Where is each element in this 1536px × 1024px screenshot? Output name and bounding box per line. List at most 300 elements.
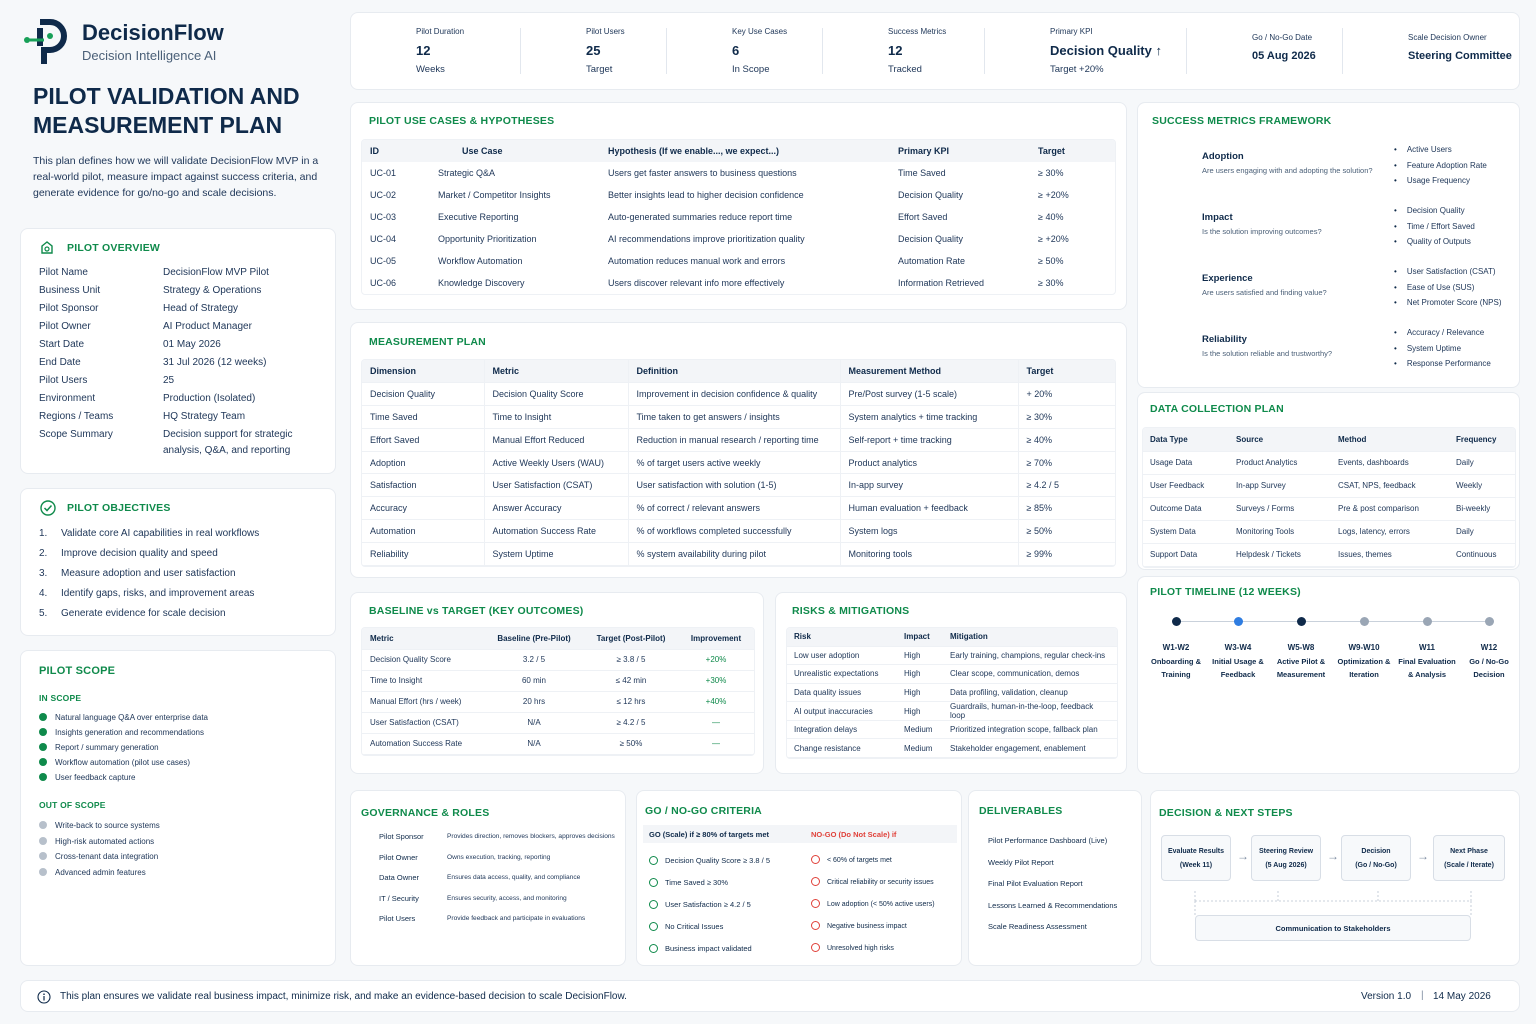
table-cell: ≥ 40% <box>1038 212 1064 222</box>
table-cell: UC-01 <box>370 168 397 178</box>
baseline-title: BASELINE vs TARGET (KEY OUTCOMES) <box>369 605 584 617</box>
table-cell: Prioritized integration scope, fallback plan <box>943 721 1117 739</box>
table-cell: +30% <box>678 670 754 691</box>
overview-key: End Date <box>39 357 81 368</box>
overview-value: Decision support for strategic analysis, Q&A, and reporting <box>163 429 293 456</box>
out-scope-item <box>39 851 158 863</box>
table-cell: Pre & post comparison <box>1331 497 1449 520</box>
kpi-divider <box>666 28 667 74</box>
kpi-label: Key Use Cases <box>732 27 788 36</box>
table-cell: Unrealistic expectations <box>787 665 897 683</box>
timeline-week: W9-W10 <box>1348 643 1380 652</box>
next-steps-card <box>1150 790 1520 966</box>
table-cell: High <box>897 702 943 721</box>
governance-row <box>361 892 621 906</box>
use-cases-title: PILOT USE CASES & HYPOTHESES <box>369 115 555 127</box>
table-row <box>362 250 1115 272</box>
timeline-milestone-dot <box>1360 617 1369 626</box>
table-cell: +40% <box>678 691 754 712</box>
timeline-phase <box>1329 641 1399 681</box>
table-row <box>362 451 1115 474</box>
check-circle-icon <box>649 944 658 953</box>
in-scope-item <box>39 757 190 769</box>
in-scope-text: Report / summary generation <box>55 743 159 752</box>
timeline-phase <box>1392 641 1462 681</box>
kpi-divider <box>822 28 823 74</box>
overview-icon <box>39 240 55 256</box>
measurement-plan-card <box>350 322 1127 578</box>
decisionflow-logo-icon <box>24 18 74 68</box>
dimension-question: Are users engaging with and adopting the solution? <box>1202 166 1373 175</box>
kpi-sub: Tracked <box>888 64 922 75</box>
page-title: PILOT VALIDATION AND MEASUREMENT PLAN <box>33 83 300 138</box>
role-name: IT / Security <box>379 893 419 903</box>
table-cell: In-app survey <box>840 474 1018 497</box>
table-cell: User satisfaction with solution (1-5) <box>628 474 840 497</box>
kpi-label: Go / No-Go Date <box>1252 33 1313 42</box>
table-cell: Knowledge Discovery <box>438 278 525 288</box>
nogo-criterion <box>811 876 934 890</box>
metric-item: • Response Performance <box>1394 359 1491 375</box>
footer-note: This plan ensures we validate real business impact, minimize risk, and make an evidence-based decision to scale DecisionFlow. <box>60 991 627 1002</box>
table-cell: Information Retrieved <box>898 278 985 288</box>
role-desc: Provides direction, removes blockers, approves decisions <box>447 833 615 840</box>
deliverables-title: DELIVERABLES <box>979 805 1063 817</box>
table-header: Dimension <box>362 360 484 383</box>
table-cell: Manual Effort (hrs / week) <box>362 691 484 712</box>
kpi-5 <box>1188 22 1344 86</box>
nogo-criterion-text: < 60% of targets met <box>827 857 892 864</box>
target-icon <box>39 499 57 517</box>
table-header: Improvement <box>678 628 754 649</box>
dimension-title: Adoption <box>1202 151 1244 162</box>
use-cases-card <box>350 102 1127 310</box>
table-cell: ≥ 99% <box>1018 542 1115 565</box>
pilot-overview-card <box>20 228 336 474</box>
table-cell: UC-03 <box>370 212 397 222</box>
nogo-criterion <box>811 854 892 868</box>
table-cell: % of target users active weekly <box>628 451 840 474</box>
table-cell: ≥ +20% <box>1038 234 1069 244</box>
overview-key: Pilot Users <box>39 375 88 386</box>
dimension-metrics <box>1394 145 1487 192</box>
measurement-title: MEASUREMENT PLAN <box>369 336 486 348</box>
kpi-label: Pilot Users <box>586 27 625 36</box>
objectives-title: PILOT OBJECTIVES <box>67 502 171 514</box>
out-scope-item <box>39 867 146 879</box>
brand-logo <box>24 18 324 68</box>
timeline-milestone-dot <box>1423 617 1432 626</box>
nogo-criterion <box>811 898 935 912</box>
timeline-phase-name: Optimization & Iteration <box>1337 657 1391 679</box>
role-name: Pilot Owner <box>379 852 418 862</box>
objective-text: Validate core AI capabilities in real workflows <box>61 528 260 539</box>
table-cell: Monitoring tools <box>840 542 1018 565</box>
table-cell: Satisfaction <box>362 474 484 497</box>
check-icon <box>39 743 47 751</box>
x-circle-icon <box>811 855 820 864</box>
table-cell: Time to Insight <box>362 670 484 691</box>
timeline-milestone-dot <box>1485 617 1494 626</box>
table-cell: Daily <box>1449 451 1515 474</box>
timeline-week: W5-W8 <box>1287 643 1315 652</box>
kpi-value: 12 <box>416 43 431 58</box>
overview-value: 31 Jul 2026 (12 weeks) <box>163 357 267 368</box>
out-scope-text: Cross-tenant data integration <box>55 852 159 861</box>
table-row <box>787 646 1117 664</box>
table-cell: + 20% <box>1018 383 1115 406</box>
table-cell: Manual Effort Reduced <box>484 428 628 451</box>
objective-item <box>39 528 259 539</box>
go-criterion-text: No Critical Issues <box>665 922 724 931</box>
x-circle-icon <box>811 877 820 886</box>
success-dimension-experience <box>1154 265 1514 321</box>
table-cell: UC-04 <box>370 234 397 244</box>
table-cell: Auto-generated summaries reduce report time <box>608 212 793 222</box>
overview-key: Pilot Owner <box>39 321 91 332</box>
minus-circle-icon <box>39 852 47 860</box>
table-row <box>362 649 754 670</box>
table-cell: Automation Success Rate <box>362 733 484 754</box>
dimension-metrics <box>1394 206 1475 253</box>
table-cell: UC-06 <box>370 278 397 288</box>
table-cell: Usage Data <box>1143 451 1229 474</box>
table-cell: Weekly <box>1449 474 1515 497</box>
footer-date: 14 May 2026 <box>1433 991 1491 1002</box>
table-cell: ≥ 50% <box>1038 256 1064 266</box>
table-cell: ≥ +20% <box>1038 190 1069 200</box>
timeline-milestone-dot <box>1297 617 1306 626</box>
dimension-question: Is the solution reliable and trustworthy? <box>1202 349 1333 358</box>
in-scope-item <box>39 772 136 784</box>
overview-value: Production (Isolated) <box>163 393 256 404</box>
table-cell: 20 hrs <box>484 691 584 712</box>
table-cell: System analytics + time tracking <box>840 406 1018 429</box>
overview-key: Environment <box>39 393 96 404</box>
objective-number: 5. <box>39 608 48 619</box>
table-cell: % system availability during pilot <box>628 542 840 565</box>
objective-text: Improve decision quality and speed <box>61 548 218 559</box>
table-cell: ≥ 4.2 / 5 <box>1018 474 1115 497</box>
dimension-title: Impact <box>1202 212 1233 223</box>
minus-circle-icon <box>39 868 47 876</box>
table-cell: Medium <box>897 739 943 757</box>
table-cell: Logs, latency, errors <box>1331 520 1449 543</box>
overview-key: Pilot Name <box>39 267 88 278</box>
baseline-card <box>350 592 764 774</box>
deliverable-item <box>979 877 1083 891</box>
table-row <box>362 497 1115 520</box>
timeline-phase <box>1266 641 1336 681</box>
arrow-right-icon: → <box>1237 849 1249 863</box>
table-header: Risk <box>787 628 897 646</box>
table-cell: ≥ 50% <box>584 733 678 754</box>
table-cell: Accuracy <box>362 497 484 520</box>
overview-value: DecisionFlow MVP Pilot <box>163 267 269 278</box>
step-sub: (Week 11) <box>1179 862 1213 869</box>
dimension-metrics <box>1394 267 1502 314</box>
table-row <box>362 406 1115 429</box>
next-step-box <box>1341 835 1411 881</box>
check-icon <box>39 728 47 736</box>
kpi-3 <box>824 22 986 86</box>
role-desc: Ensures data access, quality, and compliance <box>447 874 581 881</box>
success-framework-card <box>1137 102 1520 388</box>
x-circle-icon <box>811 899 820 908</box>
table-cell: Issues, themes <box>1331 543 1449 566</box>
table-cell: Improvement in decision confidence & quality <box>628 383 840 406</box>
go-header: GO (Scale) if ≥ 80% of targets met <box>649 830 769 839</box>
success-dimension-adoption <box>1154 143 1514 199</box>
nogo-criterion <box>811 942 894 956</box>
table-header: Definition <box>628 360 840 383</box>
deliverable-text: Final Pilot Evaluation Report <box>988 879 1083 888</box>
gonogo-card <box>636 790 962 966</box>
table-row <box>1143 543 1515 566</box>
go-criterion <box>649 898 751 912</box>
table-cell: System logs <box>840 520 1018 543</box>
kpi-divider <box>1186 28 1187 74</box>
communication-box: Communication to Stakeholders <box>1195 915 1471 941</box>
table-cell: Answer Accuracy <box>484 497 628 520</box>
governance-card <box>350 790 626 966</box>
out-scope-text: High-risk automated actions <box>55 836 155 846</box>
timeline-milestone-dot <box>1172 617 1181 626</box>
governance-row <box>361 871 621 885</box>
table-cell: Decision Quality <box>898 190 964 200</box>
kpi-value: 05 Aug 2026 <box>1252 50 1316 62</box>
in-scope-item <box>39 742 159 754</box>
timeline-week: W11 <box>1418 643 1435 652</box>
table-cell: Continuous <box>1449 543 1515 566</box>
table-row <box>362 162 1115 184</box>
baseline-table <box>362 628 754 755</box>
next-step-box <box>1251 835 1321 881</box>
kpi-0 <box>352 22 520 86</box>
metric-item: • Ease of Use (SUS) <box>1394 283 1502 299</box>
table-row <box>362 670 754 691</box>
gonogo-title: GO / NO-GO CRITERIA <box>645 805 762 817</box>
table-cell: Users get faster answers to business questions <box>608 168 797 178</box>
overview-key: Pilot Sponsor <box>39 303 99 314</box>
nogo-criterion-text: Low adoption (< 50% active users) <box>827 901 935 908</box>
data-collection-card <box>1137 392 1520 570</box>
table-cell: Automation reduces manual work and errors <box>608 256 786 266</box>
in-scope-text: Insights generation and recommendations <box>55 728 204 737</box>
objective-item <box>39 588 254 599</box>
table-cell: Surveys / Forms <box>1229 497 1331 520</box>
kpi-2 <box>668 22 824 86</box>
table-cell: Adoption <box>362 451 484 474</box>
role-name: Data Owner <box>379 873 420 882</box>
deliverable-item <box>979 920 1087 934</box>
timeline-phase <box>1141 641 1211 681</box>
table-header: Mitigation <box>943 628 1117 646</box>
kpi-divider <box>1342 28 1343 74</box>
timeline-phase <box>1454 641 1524 681</box>
table-cell: Automation Success Rate <box>484 520 628 543</box>
brand-subtitle: Decision Intelligence AI <box>82 48 217 63</box>
table-cell: Reduction in manual research / reporting time <box>628 428 840 451</box>
minus-circle-icon <box>39 821 47 829</box>
table-header: Impact <box>897 628 943 646</box>
table-cell: Product analytics <box>840 451 1018 474</box>
go-criterion-text: Decision Quality Score ≥ 3.8 / 5 <box>665 856 770 865</box>
table-cell: Effort Saved <box>898 212 948 222</box>
table-cell: Time Saved <box>362 406 484 429</box>
table-cell: Better insights lead to higher decision confidence <box>608 190 804 200</box>
metric-item: • Time / Effort Saved <box>1394 222 1475 238</box>
table-cell: ≥ 30% <box>1038 168 1064 178</box>
table-cell: ≤ 12 hrs <box>584 691 678 712</box>
governance-row <box>361 912 621 926</box>
table-cell: ≥ 4.2 / 5 <box>584 712 678 733</box>
overview-key: Regions / Teams <box>39 411 114 422</box>
dimension-question: Are users satisfied and finding value? <box>1202 288 1327 297</box>
data-collection-title: DATA COLLECTION PLAN <box>1150 403 1284 415</box>
table-cell: Pre/Post survey (1-5 scale) <box>840 383 1018 406</box>
check-circle-icon <box>649 878 658 887</box>
table-cell: — <box>678 712 754 733</box>
table-row <box>787 739 1117 757</box>
kpi-6 <box>1344 22 1520 86</box>
table-cell: Strategic Q&A <box>438 168 496 178</box>
nogo-header: NO-GO (Do Not Scale) if <box>811 830 897 839</box>
overview-value: Strategy & Operations <box>163 285 262 296</box>
table-row <box>787 665 1117 683</box>
dimension-title: Reliability <box>1202 334 1247 345</box>
table-header: Target (Post-Pilot) <box>584 628 678 649</box>
table-cell: Data profiling, validation, cleanup <box>943 683 1117 701</box>
table-row <box>1143 451 1515 474</box>
go-criterion <box>649 942 752 956</box>
x-circle-icon <box>811 921 820 930</box>
governance-row <box>361 830 621 844</box>
overview-key: Business Unit <box>39 285 101 296</box>
table-cell: Data quality issues <box>787 683 897 701</box>
step-title: Evaluate Results <box>1167 848 1225 855</box>
step-title: Next Phase <box>1450 848 1488 855</box>
table-header: Metric <box>484 360 628 383</box>
timeline-card <box>1137 576 1520 774</box>
pilot-objectives-card <box>20 488 336 636</box>
dimension-title: Experience <box>1202 273 1253 284</box>
pilot-scope-card <box>20 650 336 966</box>
governance-row <box>361 851 621 865</box>
table-cell: ≤ 42 min <box>584 670 678 691</box>
kpi-label: Scale Decision Owner <box>1408 33 1487 42</box>
objective-item <box>39 568 236 579</box>
success-dimension-reliability <box>1154 326 1514 382</box>
table-cell: Time taken to get answers / insights <box>628 406 840 429</box>
next-steps-title: DECISION & NEXT STEPS <box>1159 807 1293 819</box>
table-cell: Events, dashboards <box>1331 451 1449 474</box>
table-row <box>362 542 1115 565</box>
table-cell: Outcome Data <box>1143 497 1229 520</box>
go-criterion-text: User Satisfaction ≥ 4.2 / 5 <box>665 900 751 909</box>
table-cell: 3.2 / 5 <box>484 649 584 670</box>
table-header: Baseline (Pre-Pilot) <box>484 628 584 649</box>
deliverable-text: Lessons Learned & Recommendations <box>988 900 1118 910</box>
footer-bar: This plan ensures we validate real business impact, minimize risk, and make an evidence-based decision to scale DecisionFlow. Version 1.0 | 14 May 2026 <box>20 980 1520 1012</box>
table-cell: Helpdesk / Tickets <box>1229 543 1331 566</box>
table-header: Source <box>1229 428 1331 451</box>
table-row <box>362 228 1115 250</box>
table-row <box>362 206 1115 228</box>
table-cell: High <box>897 665 943 683</box>
kpi-1 <box>522 22 668 86</box>
role-name: Pilot Users <box>379 914 416 923</box>
deliverable-item <box>979 899 1117 913</box>
table-row <box>362 474 1115 497</box>
dimension-question: Is the solution improving outcomes? <box>1202 227 1322 236</box>
overview-value: 01 May 2026 <box>163 339 221 350</box>
table-row <box>362 733 754 754</box>
role-name: Pilot Sponsor <box>379 832 424 841</box>
success-framework-title: SUCCESS METRICS FRAMEWORK <box>1152 115 1332 127</box>
table-cell: Self-report + time tracking <box>840 428 1018 451</box>
timeline-phase-name: Active Pilot & Measurement <box>1276 657 1326 679</box>
nogo-criterion-text: Negative business impact <box>827 923 907 930</box>
step-title: Decision <box>1361 848 1391 855</box>
timeline-week: W3-W4 <box>1224 643 1252 652</box>
nogo-criterion <box>811 920 907 934</box>
role-desc: Owns execution, tracking, reporting <box>447 853 551 861</box>
table-cell: Support Data <box>1143 543 1229 566</box>
table-row <box>787 721 1117 739</box>
table-cell: High <box>897 646 943 664</box>
table-cell: Decision Quality <box>362 383 484 406</box>
objective-text: Generate evidence for scale decision <box>61 608 226 619</box>
metric-item: • Usage Frequency <box>1394 176 1487 192</box>
deliverable-item <box>979 856 1054 870</box>
check-circle-icon <box>649 922 658 931</box>
out-scope-item <box>39 836 154 848</box>
go-criterion-text: Business impact validated <box>665 944 752 953</box>
table-cell: Time to Insight <box>484 406 628 429</box>
arrow-right-icon: → <box>1417 849 1429 863</box>
table-cell: Market / Competitor Insights <box>438 190 551 200</box>
table-cell: UC-02 <box>370 190 397 200</box>
kpi-4 <box>986 22 1188 86</box>
table-header: Data Type <box>1143 428 1229 451</box>
table-header: Frequency <box>1449 428 1515 451</box>
in-scope-text: Natural language Q&A over enterprise data <box>55 713 208 722</box>
table-cell: User Feedback <box>1143 474 1229 497</box>
table-cell: ≥ 30% <box>1038 278 1064 288</box>
timeline-phase-name: Go / No-Go Decision <box>1469 657 1509 679</box>
table-cell: High <box>897 683 943 701</box>
table-cell: % of correct / relevant answers <box>628 497 840 520</box>
next-step-box <box>1161 835 1231 881</box>
go-criterion <box>649 876 728 890</box>
table-cell: ≥ 85% <box>1018 497 1115 520</box>
kpi-divider <box>520 28 521 74</box>
timeline-phase-name: Onboarding & Training <box>1151 657 1201 679</box>
timeline-title: PILOT TIMELINE (12 WEEKS) <box>1150 586 1301 598</box>
objective-number: 3. <box>39 568 48 579</box>
role-desc: Provide feedback and participate in evaluations <box>447 915 586 922</box>
step-sub: (Scale / Iterate) <box>1444 862 1494 869</box>
kpi-value: 12 <box>888 43 903 58</box>
check-icon <box>39 713 47 721</box>
intro-text: This plan defines how we will validate DecisionFlow MVP in a real-world pilot, measure impact against success criteria, and generate evidence for go/no-go and scale decisions. <box>33 155 319 199</box>
table-cell: CSAT, NPS, feedback <box>1331 474 1449 497</box>
table-row <box>362 520 1115 543</box>
deliverable-text: Pilot Performance Dashboard (Live) <box>988 836 1108 845</box>
dimension-metrics <box>1394 328 1491 375</box>
table-cell: User Satisfaction (CSAT) <box>484 474 628 497</box>
